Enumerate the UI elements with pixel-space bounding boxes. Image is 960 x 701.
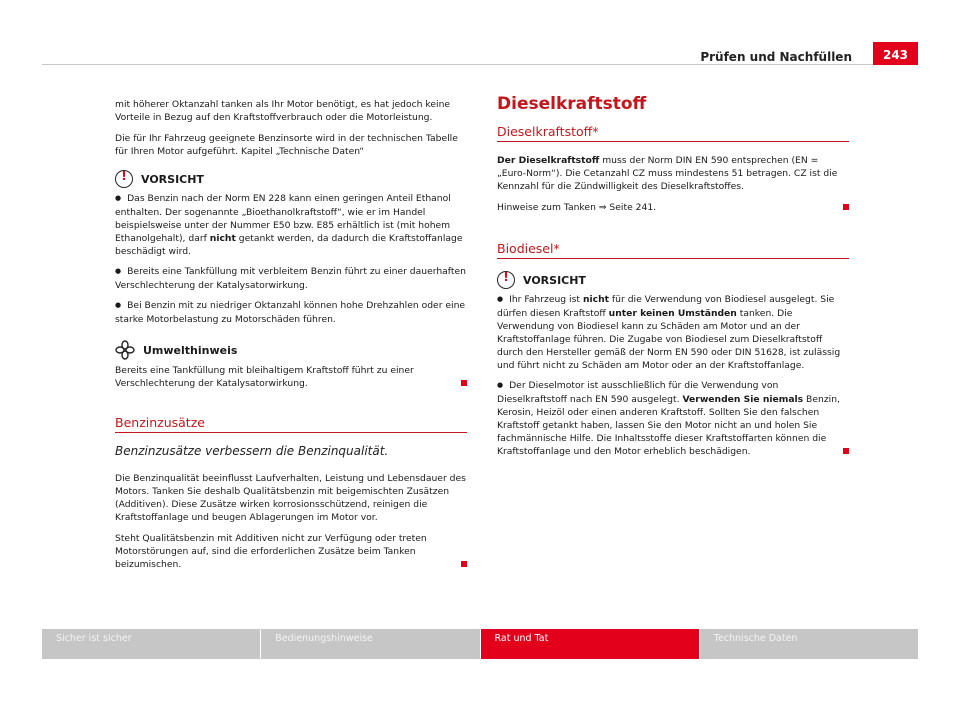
right-column xyxy=(497,94,849,465)
warning-title: VORSICHT xyxy=(523,273,586,287)
section-title-dieselkraftstoff: Dieselkraftstoff* xyxy=(497,125,849,142)
warning-icon xyxy=(497,271,515,289)
warning-header xyxy=(115,170,467,188)
footer-tab-sicher[interactable]: Sicher ist sicher xyxy=(42,629,260,659)
paragraph: mit höherer Oktanzahl tanken als Ihr Motor benötigt, es hat jedoch keine Vorteile in Bezug auf den Kraftstoffverbrauch oder die Motorleistung. xyxy=(115,99,451,123)
warning-bullet: ● Ihr Fahrzeug ist nicht für die Verwendung von Biodiesel ausgelegt. Sie dürfen diesen Kraftstoff unter keinen Umständen tanken. Die Verwendung von Biodiesel kann zu Schäden am Motor und an der Kraftstoffanlage führen. Die Zugabe von Biodiesel zum Dieselkraftstoff durch den Hersteller gemäß der Norm EN 590 oder DIN 51628, ist zulässig und führt nicht zu Schäden am Motor oder an der Kraftstoffanlage. xyxy=(497,293,849,372)
footer-tab-bedienungshinweise[interactable]: Bedienungshinweise xyxy=(261,629,479,659)
footer-tab-technische-daten[interactable]: Technische Daten xyxy=(700,629,918,659)
left-column xyxy=(115,98,467,579)
footer-tab-rat-und-tat[interactable]: Rat und Tat xyxy=(481,629,699,659)
section-subtitle: Benzinzusätze verbessern die Benzinqualität. xyxy=(115,444,389,458)
paragraph: Die für Ihr Fahrzeug geeignete Benzinsorte wird in der technischen Tabelle für Ihren Motor aufgeführt. Kapitel „Technische Daten“ xyxy=(115,133,458,157)
page-number: 243 xyxy=(873,42,918,65)
warning-bullet: ● Bereits eine Tankfüllung mit verbleitem Benzin führt zu einer dauerhaften Verschlechterung der Katalysatorwirkung. xyxy=(115,265,467,292)
section-title-benzinzusaetze: Benzinzusätze xyxy=(115,416,467,433)
leaf-icon xyxy=(115,340,135,360)
environment-header xyxy=(115,340,467,360)
end-marker xyxy=(843,448,849,454)
end-marker xyxy=(461,380,467,386)
end-marker xyxy=(461,561,467,567)
environment-title: Umwelthinweis xyxy=(143,343,238,357)
end-marker xyxy=(843,204,849,210)
footer-nav xyxy=(42,629,918,659)
section-title-biodiesel: Biodiesel* xyxy=(497,242,849,259)
paragraph: Steht Qualitätsbenzin mit Additiven nicht zur Verfügung oder treten Motorstörungen auf, sind die erforderlichen Zusätze beim Tanken beizumischen. xyxy=(115,532,467,571)
chapter-title: Dieselkraftstoff xyxy=(497,94,647,114)
warning-title: VORSICHT xyxy=(141,172,204,186)
warning-bullet: ● Bei Benzin mit zu niedriger Oktanzahl können hohe Drehzahlen oder eine starke Motorbelastung zu Motorschäden führen. xyxy=(115,299,467,326)
paragraph: Hinweise zum Tanken ⇒ Seite 241. xyxy=(497,201,849,214)
paragraph: Der Dieselkraftstoff muss der Norm DIN EN 590 entsprechen (EN = „Euro-Norm“). Die Cetanzahl CZ muss mindestens 51 betragen. CZ ist die Kennzahl für die Zündwilligkeit des Dieselkraftstoffes. xyxy=(497,155,838,192)
environment-text: Bereits eine Tankfüllung mit bleihaltigem Kraftstoff führt zu einer Verschlechterung der Katalysatorwirkung. xyxy=(115,364,467,390)
warning-icon xyxy=(115,170,133,188)
paragraph: Die Benzinqualität beeinflusst Laufverhalten, Leistung und Lebensdauer des Motors. Tanken Sie deshalb Qualitätsbenzin mit beigemischten Zusätzen (Additiven). Diese Zusätze wirken korrosionsschützend, reinigen die Kraftstoffanlage und beugen Ablagerungen im Motor vor. xyxy=(115,473,466,523)
warning-header xyxy=(497,271,849,289)
running-title: Prüfen und Nachfüllen xyxy=(700,50,852,64)
header-rule xyxy=(42,64,918,65)
warning-bullet: ● Das Benzin nach der Norm EN 228 kann einen geringen Anteil Ethanol enthalten. Der sogenannte „Bioethanolkraftstoff“, wie er im Handel beispielsweise unter der Nummer E50 bzw. E85 erhältlich ist (mit hohem Ethanolgehalt), darf nicht getankt werden, da dadurch die Kraftstoffanlage beschädigt wird. xyxy=(115,192,467,258)
warning-bullet: ● Der Dieselmotor ist ausschließlich für die Verwendung von Dieselkraftstoff nach EN 590 ausgelegt. Verwenden Sie niemals Benzin, Kerosin, Heizöl oder einen anderen Kraftstoff. Sollten Sie den falschen Kraftstoff getankt haben, lassen Sie den Motor nicht an und holen Sie fachmännische Hilfe. Die Inhaltsstoffe dieser Kraftstoffarten können die Kraftstoffanlage und den Motor erheblich beschädigen. xyxy=(497,379,849,458)
